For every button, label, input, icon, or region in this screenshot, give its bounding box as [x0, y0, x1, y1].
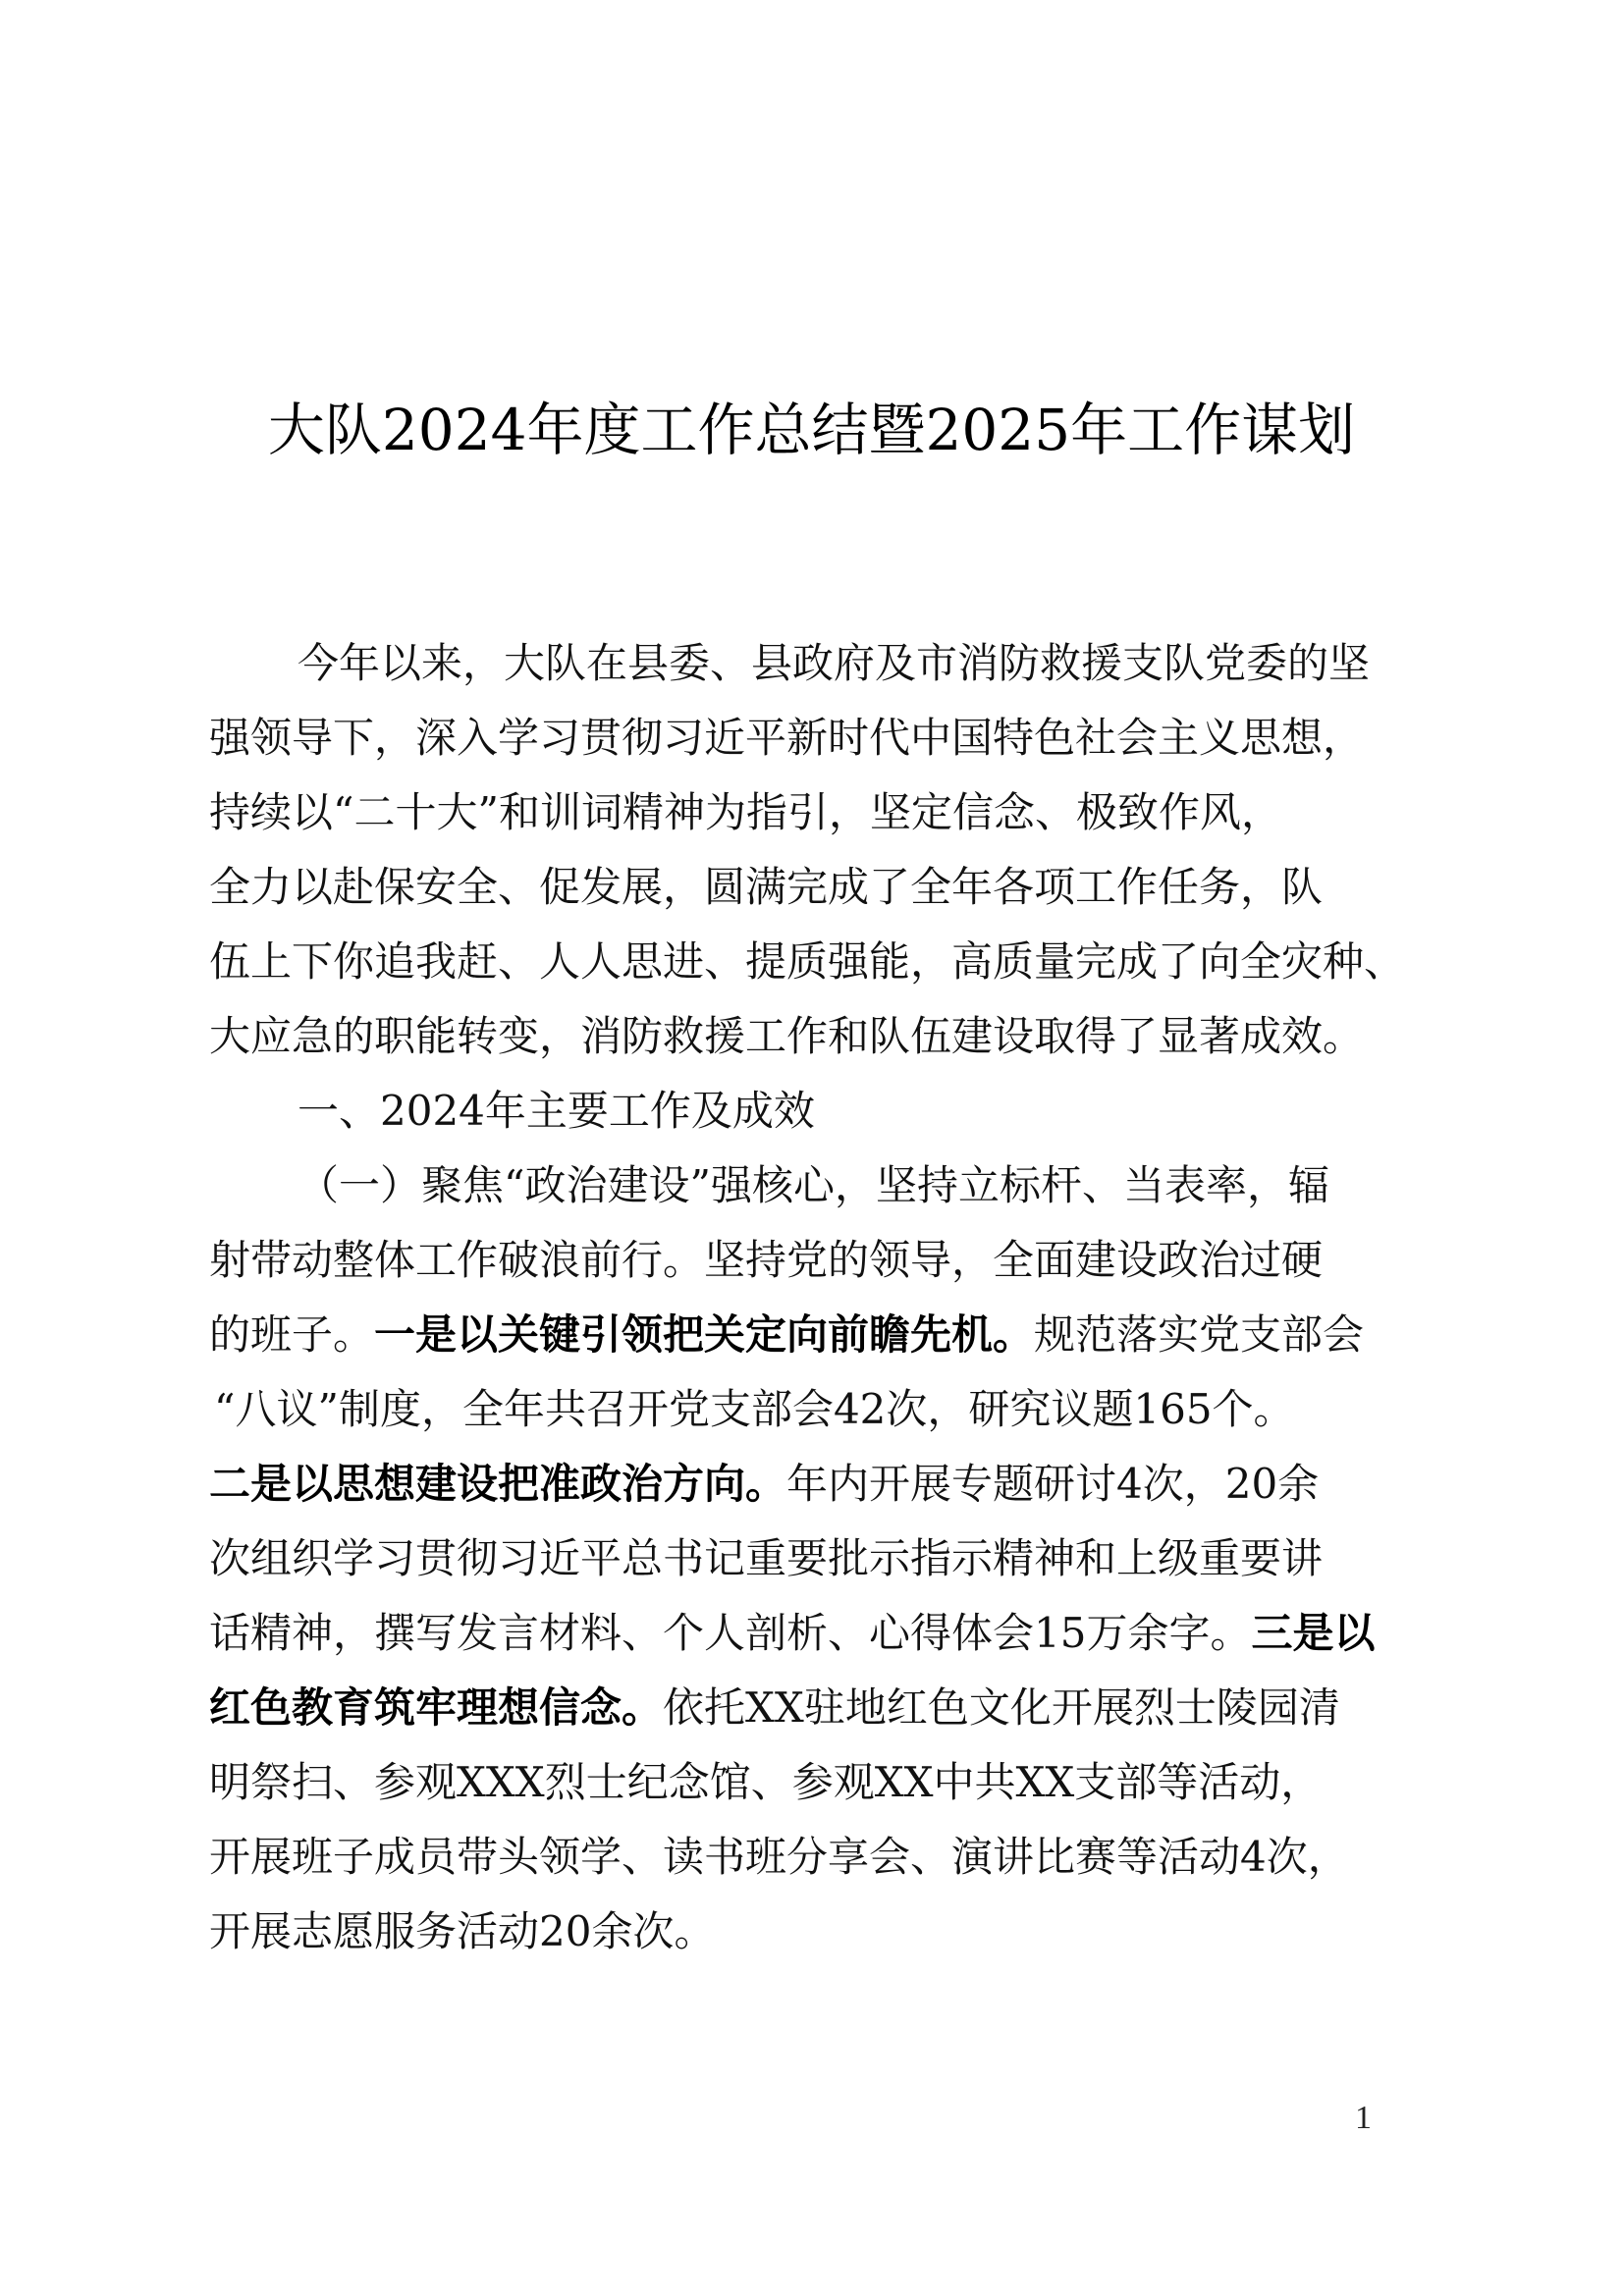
subsection-line-10: 开展班子成员带头领学、读书班分享会、演讲比赛等活动4次， [209, 1833, 1349, 1881]
line8-rest: 依托XX驻地红色文化开展烈士陵园清 [663, 1683, 1340, 1732]
subsection-line-8 [209, 1679, 1427, 1737]
subsection-line-7 [209, 1604, 1427, 1663]
line5-rest: 年内开展专题研讨4次，20余 [786, 1460, 1320, 1508]
intro-line-3: 持续以“二十大”和训词精神为指引，坚定信念、极致作风， [209, 788, 1282, 836]
intro-line-2: 强领导下，深入学习贯彻习近平新时代中国特色社会主义思想， [209, 714, 1365, 762]
subsection-line-9: 明祭扫、参观XXX烈士纪念馆、参观XX中共XX支部等活动， [209, 1758, 1323, 1806]
intro-line-4: 全力以赴保安全、促发展，圆满完成了全年各项工作任务，队 [209, 863, 1324, 911]
line3-rest: 规范落实党支部会 [1034, 1310, 1365, 1359]
subsection-line-11: 开展志愿服务活动20余次。 [209, 1907, 716, 1955]
line3-text: 的班子。 [209, 1310, 375, 1359]
intro-line-5: 伍上下你追我赶、人人思进、提质强能，高质量完成了向全灾种、 [209, 937, 1406, 986]
subsection-line-4: “八议”制度，全年共召开党支部会42次，研究议题165个。 [214, 1385, 1295, 1433]
subsection-line-6: 次组织学习贯彻习近平总书记重要批示指示精神和上级重要讲 [209, 1534, 1324, 1582]
section-heading: 一、2024年主要工作及成效 [298, 1087, 815, 1135]
intro-line-1: 今年以来，大队在县委、县政府及市消防救援支队党委的坚 [298, 639, 1371, 687]
intro-line-6: 大应急的职能转变，消防救援工作和队伍建设取得了显著成效。 [209, 1012, 1365, 1060]
bold-point-3-end: 红色教育筑牢理想信念。 [209, 1683, 664, 1732]
bold-point-1: 一是以关键引领把关定向前瞻先机。 [374, 1310, 1035, 1359]
line7-text: 话精神，撰写发言材料、个人剖析、心得体会15万余字。 [209, 1609, 1252, 1657]
bold-point-2: 二是以思想建设把准政治方向。 [209, 1460, 787, 1508]
subsection-line-5 [209, 1455, 1427, 1514]
subsection-line-2: 射带动整体工作破浪前行。坚持党的领导，全面建设政治过硬 [209, 1236, 1324, 1284]
document-title: 大队2024年度工作总结暨2025年工作谋划 [267, 397, 1356, 463]
page-number: 1 [1355, 2100, 1372, 2136]
subsection-line-3 [209, 1306, 1427, 1364]
bold-point-3-start: 三是以 [1251, 1609, 1376, 1657]
subsection-line-1: （一）聚焦“政治建设”强核心，坚持立标杆、当表率，辐 [298, 1161, 1329, 1209]
